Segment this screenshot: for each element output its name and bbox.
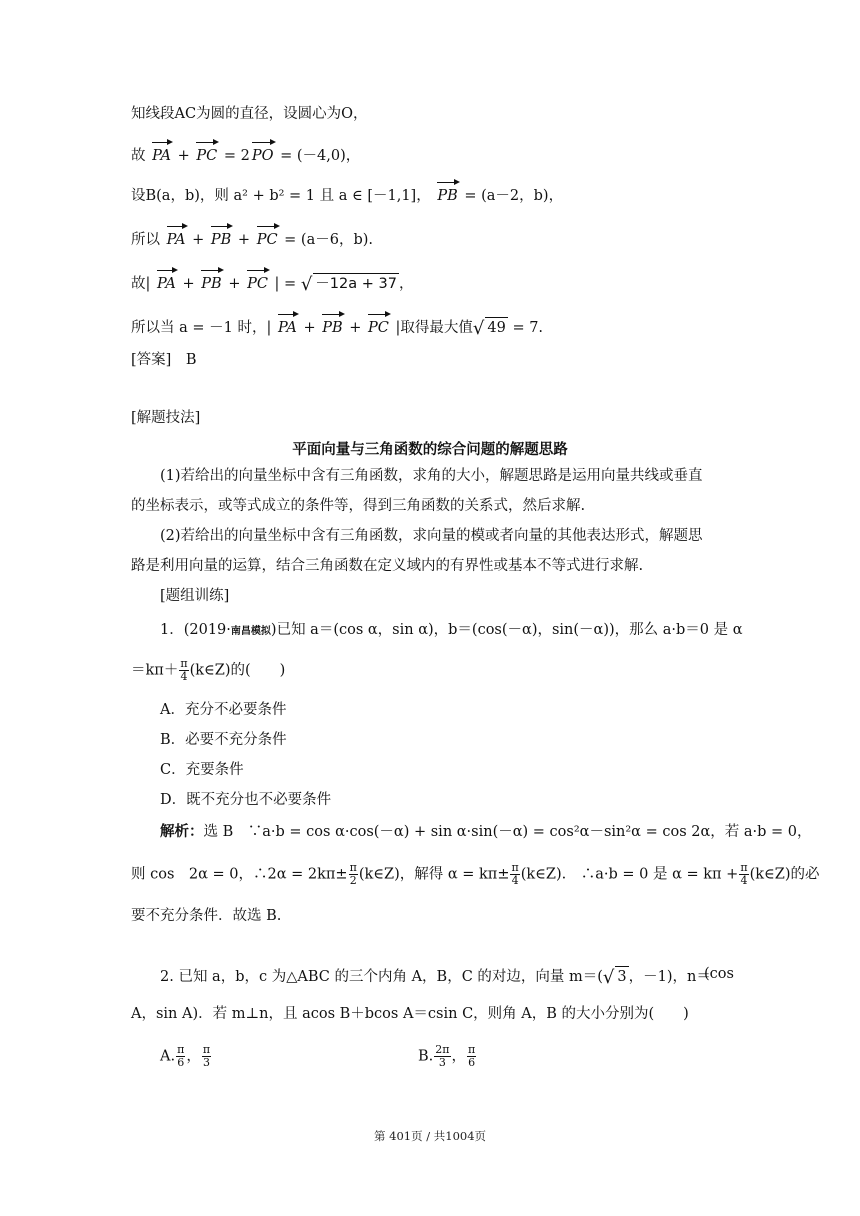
answer-line: [答案] B	[131, 352, 197, 368]
technique-label: [解题技法]	[131, 410, 201, 426]
q2-line-1: 2. 已知 a，b，c 为△ABC 的三个内角 A，B，C 的对边，向量 m＝(√ 3 ，－1)，n＝	[160, 967, 711, 988]
q1-option-d: D．既不充分也不必要条件	[160, 792, 332, 808]
solution-line-5: 故| PA + PB + PC | = √ －12a + 37 ，	[131, 268, 413, 295]
page-footer: 第 401页 / 共1004页	[373, 1129, 487, 1143]
technique-p2a: (2)若给出的向量坐标中含有三角函数，求向量的模或者向量的其他表达形式，解题思	[160, 528, 703, 544]
solution-line-1: 知线段AC为圆的直径，设圆心为O，	[131, 106, 368, 122]
solution-line-6: 所以当 a = －1 时，| PA + PB + PC |取得最大值√ 49 = 7.	[131, 312, 543, 339]
solution-line-4: 所以 PA + PB + PC = (a－6，b).	[131, 224, 373, 250]
q1-solution-3: 要不充分条件．故选 B.	[131, 908, 282, 924]
solution-line-2: 故 PA + PC = 2 PO = (－4,0)，	[131, 140, 360, 166]
q2-option-b: B. $\frac{2\pi}{3}$ ， $\frac{\pi}{6}$	[418, 1043, 476, 1069]
q2-option-a: A. $\frac{\pi}{6}$ ， $\frac{\pi}{3}$	[160, 1043, 211, 1069]
q1-option-b: B．必要不充分条件	[160, 732, 287, 748]
q1-line-1: 1．(2019·南昌模拟)已知 a＝(cos α，sin α)，b＝(cos(－α)，sin(－α))，那么 a·b＝0 是 α	[160, 622, 743, 638]
q1-line-2: ＝kπ＋ $\frac{\pi}{4}$ (k∈Z)的( )	[131, 657, 286, 683]
solution-line-3: 设B(a，b)，则 a² + b² = 1 且 a ∈ [－1,1]， PB = (a－2，b)，	[131, 180, 563, 206]
q1-option-c: C．充要条件	[160, 762, 244, 778]
q2-line-1-end: (cos	[704, 966, 734, 982]
technique-p2b: 路是利用向量的运算，结合三角函数在定义域内的有界性或基本不等式进行求解.	[131, 558, 644, 574]
technique-p1b: 的坐标表示，或等式成立的条件等，得到三角函数的关系式，然后求解.	[131, 498, 586, 514]
q1-solution-2: 则 cos 2α = 0，∴2α = 2kπ± $\frac{\pi}{2}$ (k∈Z)，解得 α = kπ± $\frac{\pi}{4}$ (k∈Z). ∴a·b = 0 是 α = kπ + $\frac{\pi}{4}$ (k∈Z)的必	[131, 861, 820, 887]
q1-option-a: A．充分不必要条件	[160, 702, 287, 718]
technique-p1a: (1)若给出的向量坐标中含有三角函数，求角的大小，解题思路是运用向量共线或垂直	[160, 468, 703, 484]
q1-solution-1: 解析：选 B ∵a·b = cos α·cos(－α) + sin α·sin(－α) = cos²α－sin²α = cos 2α，若 a·b = 0，	[160, 823, 812, 840]
technique-title: 平面向量与三角函数的综合问题的解题思路	[292, 442, 568, 458]
training-label: [题组训练]	[160, 588, 230, 604]
q2-line-2: A，sin A)．若 m⊥n，且 acos B＋bcos A＝csin C，则角 A，B 的大小分别为( )	[131, 1006, 689, 1022]
